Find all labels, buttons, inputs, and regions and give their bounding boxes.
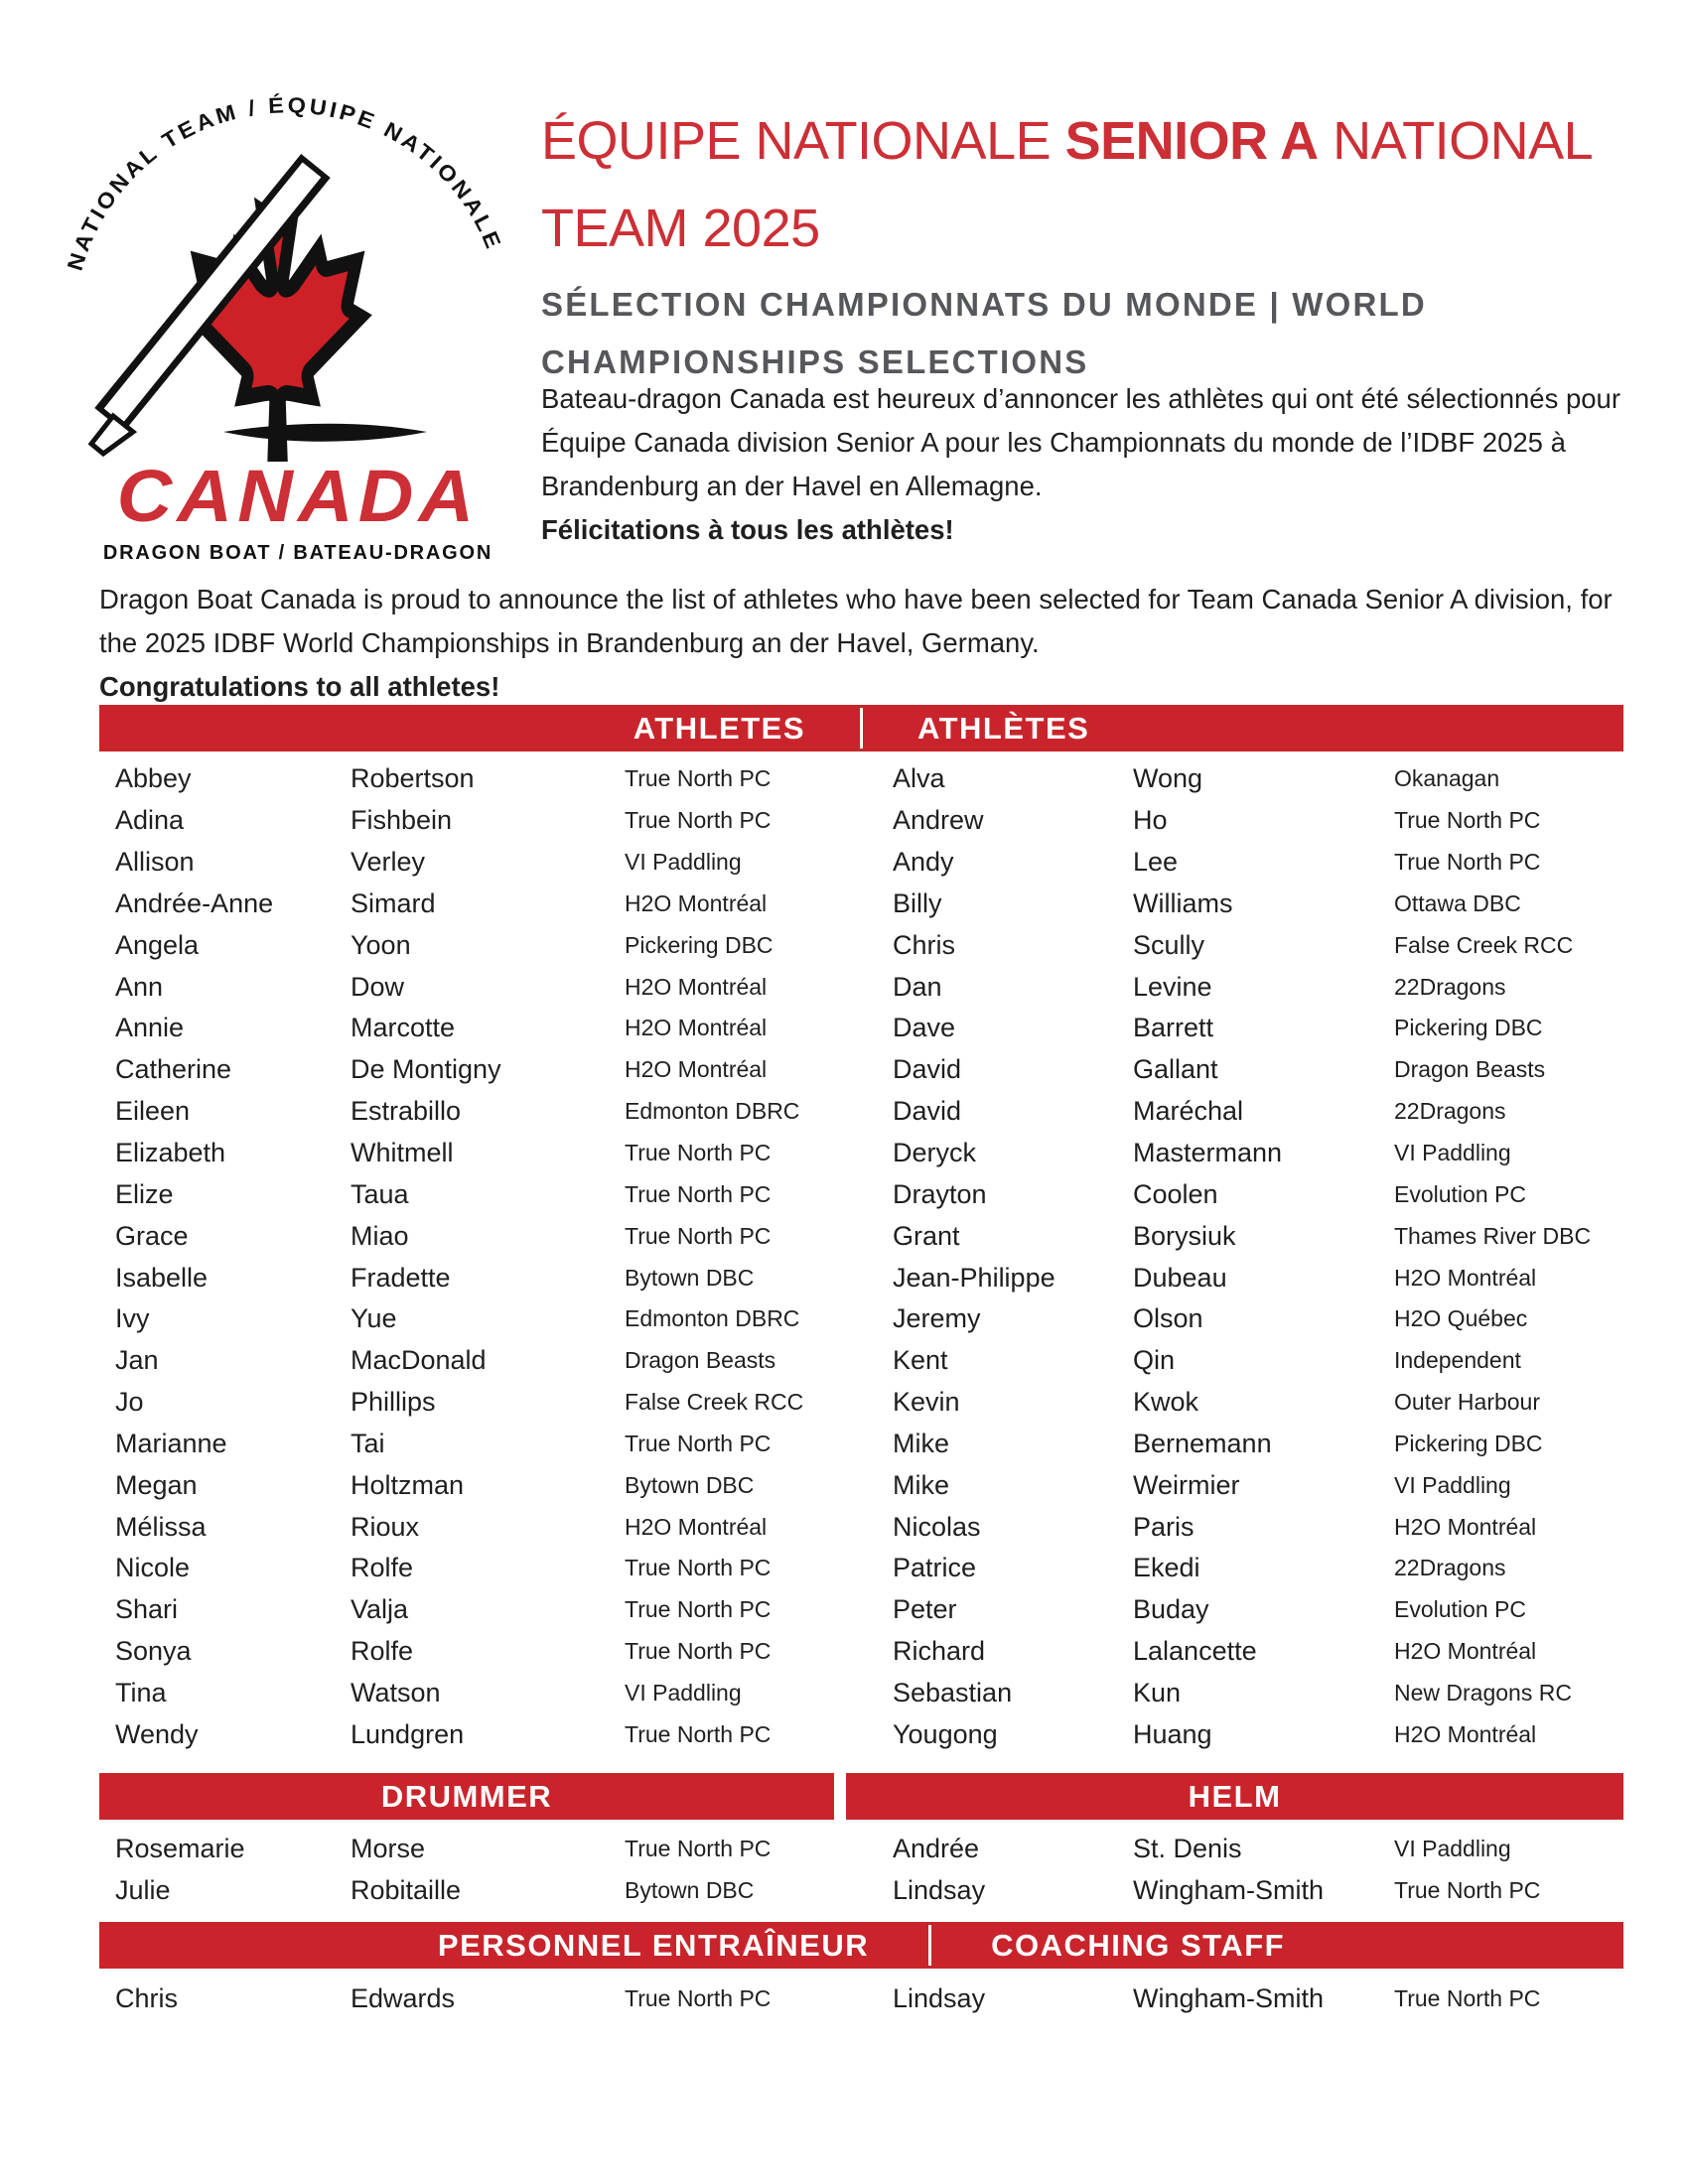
athlete-first-name: Patrice <box>893 1553 977 1583</box>
athlete-last-name: Ekedi <box>1133 1553 1200 1583</box>
athlete-last-name: Fradette <box>351 1262 451 1293</box>
athlete-last-name: Robertson <box>351 763 475 794</box>
athlete-first-name: Peter <box>893 1594 957 1625</box>
athlete-last-name: Watson <box>351 1677 441 1707</box>
athlete-club: False Creek RCC <box>1394 931 1574 958</box>
athlete-row <box>99 924 1623 966</box>
athlete-first-name: Andrew <box>893 805 984 836</box>
athlete-first-name: Billy <box>893 887 942 918</box>
logo-tagline: DRAGON BOAT / BATEAU-DRAGON <box>102 542 493 564</box>
title-line1-pre: ÉQUIPE NATIONALE <box>541 111 1065 171</box>
athlete-first-name: Alva <box>893 763 945 794</box>
athlete-row <box>99 758 1623 800</box>
athlete-club: H2O Montréal <box>1394 1513 1537 1540</box>
crew-club: True North PC <box>1394 1876 1541 1903</box>
athlete-last-name: Taua <box>351 1178 409 1209</box>
athlete-club: 22Dragons <box>1394 973 1506 1000</box>
athlete-first-name: Tina <box>115 1677 167 1707</box>
athlete-first-name: Grant <box>893 1220 960 1251</box>
crew-club: True North PC <box>625 1835 772 1861</box>
crew-last-name: St. Denis <box>1133 1833 1242 1863</box>
athlete-club: H2O Montréal <box>625 1015 768 1041</box>
athlete-first-name: Jean-Philippe <box>893 1262 1055 1293</box>
athletes-table <box>99 758 1623 1755</box>
athlete-first-name: Kevin <box>893 1387 960 1418</box>
athlete-club: True North PC <box>625 1180 772 1207</box>
athlete-first-name: Jo <box>115 1387 144 1418</box>
coach-club: True North PC <box>625 1984 772 2011</box>
athlete-club: VI Paddling <box>625 1679 742 1706</box>
coach-last-name: Wingham-Smith <box>1133 1982 1325 2013</box>
intro-french <box>541 377 1643 552</box>
athlete-first-name: Mike <box>893 1469 950 1500</box>
athlete-first-name: Isabelle <box>115 1262 209 1293</box>
athlete-club: True North PC <box>625 1222 772 1249</box>
athlete-row <box>99 800 1623 842</box>
athlete-club: H2O Montréal <box>1394 1264 1537 1291</box>
athlete-club: Thames River DBC <box>1394 1222 1592 1249</box>
intro-english-text: Dragon Boat Canada is proud to announce the list of athletes who have been selected for Team Canada Senior A division, for the 2025 IDBF World Championships in Brandenburg an der Havel, Germany. <box>99 584 1613 658</box>
athlete-last-name: Kun <box>1133 1677 1182 1707</box>
athlete-club: True North PC <box>625 1140 772 1166</box>
athlete-first-name: Megan <box>115 1469 198 1500</box>
athlete-first-name: Marianne <box>115 1428 227 1458</box>
athlete-last-name: Scully <box>1133 929 1205 960</box>
helm-section-header <box>846 1773 1623 1820</box>
athlete-club: True North PC <box>625 1596 772 1623</box>
athlete-club: True North PC <box>625 807 772 834</box>
athlete-last-name: Qin <box>1133 1345 1176 1376</box>
athlete-last-name: Yue <box>351 1303 397 1334</box>
athlete-club: True North PC <box>1394 849 1541 876</box>
athlete-club: VI Paddling <box>1394 1471 1511 1498</box>
athlete-last-name: Lundgren <box>351 1718 465 1749</box>
athlete-club: Bytown DBC <box>625 1264 755 1291</box>
athlete-first-name: Sonya <box>115 1636 192 1667</box>
title-line1-bold: SENIOR A <box>1064 111 1319 171</box>
athletes-section-header <box>99 705 1623 751</box>
athlete-first-name: Adina <box>115 805 185 836</box>
athlete-row <box>99 1008 1623 1049</box>
athlete-club: True North PC <box>625 1638 772 1665</box>
dragon-boat-canada-logo <box>30 84 566 581</box>
coaching-label-en: COACHING STAFF <box>991 1927 1286 1963</box>
athlete-club: VI Paddling <box>625 849 742 876</box>
coach-first-name: Chris <box>115 1982 179 2013</box>
athlete-last-name: Whitmell <box>351 1138 454 1168</box>
crew-last-name: Robitaille <box>351 1874 462 1905</box>
crew-first-name: Rosemarie <box>115 1833 245 1863</box>
crew-row <box>99 1828 1623 1869</box>
athlete-club: H2O Montréal <box>625 1513 768 1540</box>
title-line1-post: NATIONAL <box>1318 111 1594 171</box>
athlete-last-name: Buday <box>1133 1594 1209 1625</box>
athlete-first-name: Jan <box>115 1345 159 1376</box>
athlete-last-name: Marcotte <box>351 1013 456 1043</box>
swoosh-underline <box>223 424 427 442</box>
athlete-first-name: Jeremy <box>893 1303 981 1334</box>
drummer-label: DRUMMER <box>380 1778 553 1814</box>
athlete-row <box>99 1257 1623 1298</box>
athlete-row <box>99 1424 1623 1465</box>
athlete-row <box>99 1548 1623 1589</box>
athlete-club: Independent <box>1394 1347 1521 1374</box>
page-subtitle <box>541 276 1643 391</box>
athlete-row <box>99 1589 1623 1631</box>
athlete-last-name: Weirmier <box>1133 1469 1240 1500</box>
athlete-last-name: Rolfe <box>351 1553 414 1583</box>
athlete-first-name: Deryck <box>893 1138 977 1168</box>
athlete-club: Evolution PC <box>1394 1180 1526 1207</box>
athlete-first-name: Abbey <box>115 763 192 794</box>
coach-first-name: Lindsay <box>893 1982 986 2013</box>
athlete-club: H2O Montréal <box>1394 1720 1537 1747</box>
athlete-club: Bytown DBC <box>625 1471 755 1498</box>
athlete-row <box>99 1133 1623 1174</box>
intro-english <box>99 578 1633 709</box>
athlete-first-name: Dave <box>893 1013 956 1043</box>
intro-french-text: Bateau-dragon Canada est heureux d’annoncer les athlètes qui ont été sélectionnés pour Équipe Canada division Senior A pour les Championnats du monde de l’IDBF 2025 à Brandenburg an der Havel en Allemagne. <box>541 383 1621 501</box>
athlete-last-name: Phillips <box>351 1387 436 1418</box>
athlete-last-name: De Montigny <box>351 1054 501 1085</box>
athlete-first-name: Richard <box>893 1636 986 1667</box>
drummer-helm-table <box>99 1828 1623 1911</box>
athlete-first-name: Ann <box>115 971 164 1002</box>
athlete-last-name: Olson <box>1133 1303 1203 1334</box>
title-line2: TEAM 2025 <box>541 199 820 258</box>
athlete-last-name: Tai <box>351 1428 385 1458</box>
subtitle-line2: CHAMPIONSHIPS SELECTIONS <box>541 343 1089 380</box>
coaching-section-header <box>99 1922 1623 1969</box>
athlete-club: Evolution PC <box>1394 1596 1526 1623</box>
athlete-last-name: Kwok <box>1133 1387 1199 1418</box>
header-divider <box>860 708 863 749</box>
athlete-last-name: Verley <box>351 847 426 878</box>
athlete-row <box>99 1215 1623 1257</box>
logo-wordmark: CANADA <box>116 455 480 537</box>
athlete-first-name: Elize <box>115 1178 174 1209</box>
athlete-club: H2O Montréal <box>1394 1638 1537 1665</box>
drummer-section-header <box>99 1773 834 1820</box>
athlete-last-name: MacDonald <box>351 1345 487 1376</box>
crew-row <box>99 1869 1623 1911</box>
athlete-first-name: Ivy <box>115 1303 150 1334</box>
athlete-last-name: Ho <box>1133 805 1168 836</box>
crew-club: VI Paddling <box>1394 1835 1511 1861</box>
athlete-first-name: David <box>893 1054 962 1085</box>
athlete-row <box>99 1298 1623 1340</box>
athlete-first-name: Andrée-Anne <box>115 887 274 918</box>
athlete-first-name: Allison <box>115 847 195 878</box>
athlete-club: H2O Montréal <box>625 1056 768 1083</box>
athlete-last-name: Bernemann <box>1133 1428 1272 1458</box>
athlete-last-name: Coolen <box>1133 1178 1218 1209</box>
athlete-row <box>99 1713 1623 1755</box>
coach-last-name: Edwards <box>351 1982 456 2013</box>
athlete-club: True North PC <box>625 1555 772 1581</box>
athlete-club: True North PC <box>625 1430 772 1456</box>
athlete-club: Dragon Beasts <box>625 1347 776 1374</box>
athlete-first-name: Chris <box>893 929 956 960</box>
athlete-last-name: Paris <box>1133 1511 1195 1542</box>
athlete-club: True North PC <box>625 765 772 792</box>
athlete-last-name: Maréchal <box>1133 1096 1244 1127</box>
helm-label: HELM <box>1188 1778 1282 1814</box>
athlete-first-name: Wendy <box>115 1718 199 1749</box>
athlete-first-name: Andy <box>893 847 954 878</box>
athlete-club: Outer Harbour <box>1394 1389 1541 1416</box>
athlete-last-name: Rolfe <box>351 1636 414 1667</box>
crew-first-name: Lindsay <box>893 1874 986 1905</box>
athletes-label-fr: ATHLÈTES <box>917 710 1090 746</box>
athlete-club: True North PC <box>1394 807 1541 834</box>
athlete-last-name: Barrett <box>1133 1013 1214 1043</box>
athlete-first-name: Grace <box>115 1220 189 1251</box>
athlete-last-name: Gallant <box>1133 1054 1218 1085</box>
athlete-last-name: Fishbein <box>351 805 453 836</box>
page-title <box>541 97 1643 272</box>
athlete-club: 22Dragons <box>1394 1098 1506 1125</box>
athletes-label-en: ATHLETES <box>633 710 805 746</box>
athlete-last-name: Simard <box>351 887 436 918</box>
athlete-first-name: Yougong <box>893 1718 998 1749</box>
athlete-first-name: Kent <box>893 1345 948 1376</box>
athlete-last-name: Huang <box>1133 1718 1212 1749</box>
athlete-row <box>99 1464 1623 1506</box>
athlete-last-name: Mastermann <box>1133 1138 1283 1168</box>
athlete-last-name: Levine <box>1133 971 1212 1002</box>
athlete-club: Okanagan <box>1394 765 1500 792</box>
athlete-club: H2O Québec <box>1394 1305 1528 1332</box>
athlete-last-name: Lee <box>1133 847 1179 878</box>
athlete-first-name: Mike <box>893 1428 950 1458</box>
coaching-label-fr: PERSONNEL ENTRAÎNEUR <box>437 1927 870 1963</box>
athlete-last-name: Rioux <box>351 1511 420 1542</box>
athlete-first-name: Nicole <box>115 1553 191 1583</box>
athlete-last-name: Borysiuk <box>1133 1220 1236 1251</box>
athlete-club: Edmonton DBRC <box>625 1098 800 1125</box>
athlete-club: Pickering DBC <box>1394 1015 1543 1041</box>
athlete-first-name: Nicolas <box>893 1511 981 1542</box>
athlete-first-name: Elizabeth <box>115 1138 226 1168</box>
athlete-club: VI Paddling <box>1394 1140 1511 1166</box>
athlete-first-name: Eileen <box>115 1096 191 1127</box>
intro-english-bold: Congratulations to all athletes! <box>99 671 500 702</box>
athlete-club: Dragon Beasts <box>1394 1056 1546 1083</box>
crew-club: Bytown DBC <box>625 1876 755 1903</box>
crew-first-name: Julie <box>115 1874 171 1905</box>
header-divider <box>928 1925 931 1966</box>
athlete-row <box>99 1631 1623 1673</box>
athlete-first-name: David <box>893 1096 962 1127</box>
athlete-first-name: Drayton <box>893 1178 987 1209</box>
athlete-club: Edmonton DBRC <box>625 1305 800 1332</box>
athlete-club: H2O Montréal <box>625 889 768 916</box>
athlete-first-name: Annie <box>115 1013 185 1043</box>
logo-arc-text: NATIONAL TEAM / ÉQUIPE NATIONALE <box>62 92 507 274</box>
maple-leaf-paddle-graphic <box>30 84 566 462</box>
athlete-last-name: Yoon <box>351 929 411 960</box>
athlete-first-name: Mélissa <box>115 1511 207 1542</box>
athlete-last-name: Dow <box>351 971 405 1002</box>
athlete-last-name: Valja <box>351 1594 409 1625</box>
athlete-row <box>99 842 1623 884</box>
athlete-row <box>99 966 1623 1008</box>
athlete-last-name: Estrabillo <box>351 1096 462 1127</box>
athlete-club: True North PC <box>625 1720 772 1747</box>
athlete-club: H2O Montréal <box>625 973 768 1000</box>
athlete-club: New Dragons RC <box>1394 1679 1572 1706</box>
athlete-row <box>99 1673 1623 1714</box>
athlete-club: Pickering DBC <box>1394 1430 1543 1456</box>
athlete-first-name: Dan <box>893 971 942 1002</box>
athlete-club: 22Dragons <box>1394 1555 1506 1581</box>
athlete-first-name: Sebastian <box>893 1677 1013 1707</box>
athlete-last-name: Holtzman <box>351 1469 465 1500</box>
athlete-row <box>99 884 1623 925</box>
coach-row <box>99 1978 1623 2019</box>
athlete-last-name: Wong <box>1133 763 1203 794</box>
athlete-row <box>99 1382 1623 1424</box>
crew-last-name: Morse <box>351 1833 426 1863</box>
athlete-club: False Creek RCC <box>625 1389 804 1416</box>
athlete-row <box>99 1173 1623 1215</box>
crew-last-name: Wingham-Smith <box>1133 1874 1325 1905</box>
coaching-table <box>99 1978 1623 2019</box>
intro-french-bold: Félicitations à tous les athlètes! <box>541 514 954 545</box>
coach-club: True North PC <box>1394 1984 1541 2011</box>
subtitle-line1: SÉLECTION CHAMPIONNATS DU MONDE | WORLD <box>541 286 1427 323</box>
athlete-last-name: Williams <box>1133 887 1233 918</box>
athlete-last-name: Miao <box>351 1220 409 1251</box>
athlete-row <box>99 1091 1623 1133</box>
crew-first-name: Andrée <box>893 1833 980 1863</box>
athlete-row <box>99 1340 1623 1382</box>
athlete-first-name: Angela <box>115 929 200 960</box>
athlete-row <box>99 1506 1623 1548</box>
athlete-row <box>99 1049 1623 1091</box>
athlete-first-name: Shari <box>115 1594 179 1625</box>
athlete-club: Ottawa DBC <box>1394 889 1521 916</box>
athlete-last-name: Dubeau <box>1133 1262 1227 1293</box>
athlete-last-name: Lalancette <box>1133 1636 1257 1667</box>
athlete-first-name: Catherine <box>115 1054 232 1085</box>
athlete-club: Pickering DBC <box>625 931 774 958</box>
